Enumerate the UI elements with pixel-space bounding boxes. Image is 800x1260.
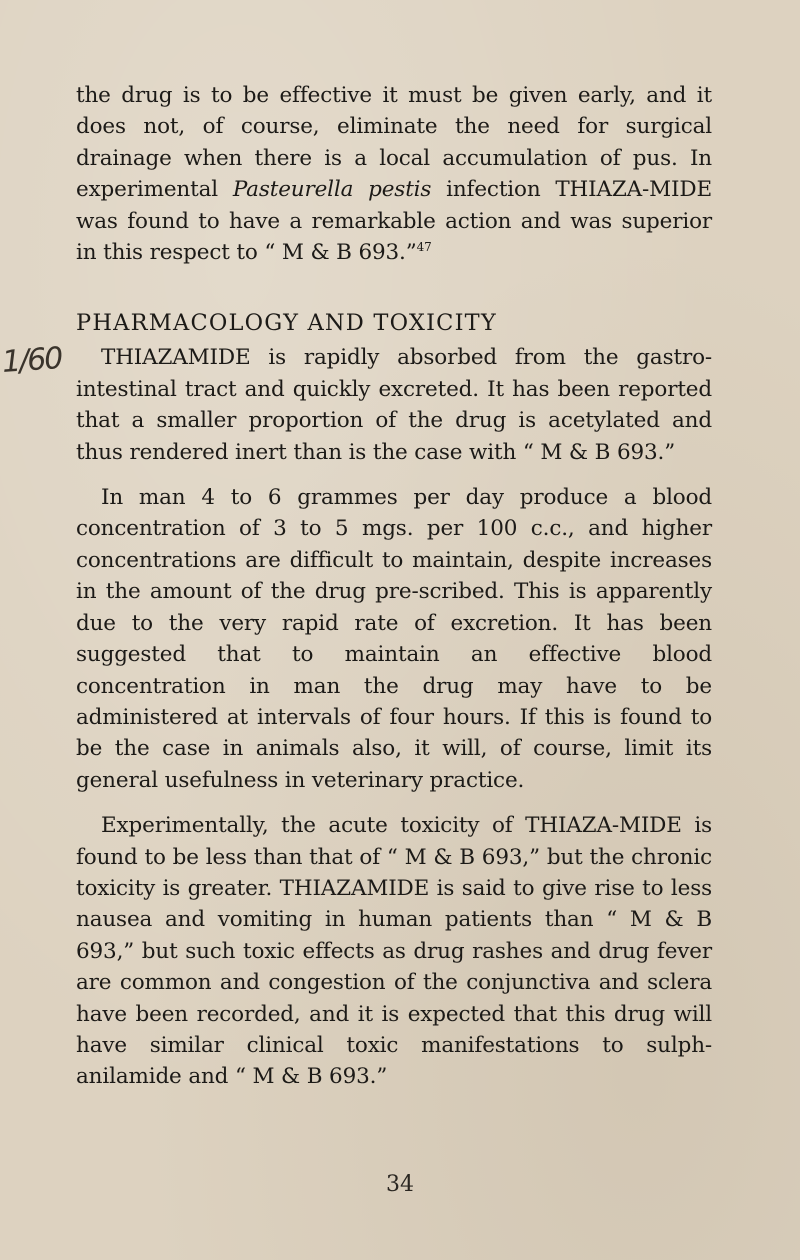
- paragraph-1-text-b: infection THIAZA-MIDE was found to have a remarkable action and was superior in this respect to “ M & B 693.”: [76, 177, 712, 266]
- page-number: 34: [386, 1172, 414, 1197]
- paragraph-1-text-a: the drug is to be effective it must be given early, and it does not, of course, eliminate the need for surgical drainage when there is a local accumulation of pus. In experimental: [76, 83, 712, 203]
- paragraph-blood-concentration: In man 4 to 6 grammes per day produce a blood concentration of 3 to 5 mgs. per 100 c.c., and higher concentrations are difficult to maintain, despite increases in the amount of the drug pre-scribed. This is apparently due to the very rapid rate of excretion. It has been suggested that to maintain an effective blood concentration in man the drug may have to be administered at intervals of four hours. If this is found to be the case in animals also, it will, of course, limit its general usefulness in veterinary practice.: [76, 485, 712, 793]
- footnote-marker: 47: [416, 240, 432, 255]
- paragraph-absorption: THIAZAMIDE is rapidly absorbed from the gastro-intestinal tract and quickly excreted. It has been reported that a smaller proportion of the drug is acetylated and thus rendered inert than is the case with “ M & B 693.”: [76, 345, 712, 465]
- handwritten-margin-note: 1/60: [0, 340, 63, 381]
- paragraph-1-species-italic: Pasteurella pestis: [232, 177, 432, 203]
- section-heading: PHARMACOLOGY AND TOXICITY: [76, 310, 497, 337]
- paragraph-drug-efficacy: [76, 80, 712, 268]
- paragraph-toxicity: Experimentally, the acute toxicity of THIAZA-MIDE is found to be less than that of “ M & B 693,” but the chronic toxicity is greater. THIAZAMIDE is said to give rise to less nausea and vomiting in human patients than “ M & B 693,” but such toxic effects as drug rashes and drug fever are common and congestion of the conjunctiva and sclera have been recorded, and it is expected that this drug will have similar clinical toxic manifestations to sulph-anilamide and “ M & B 693.”: [76, 813, 712, 1090]
- page-body: [76, 80, 712, 1093]
